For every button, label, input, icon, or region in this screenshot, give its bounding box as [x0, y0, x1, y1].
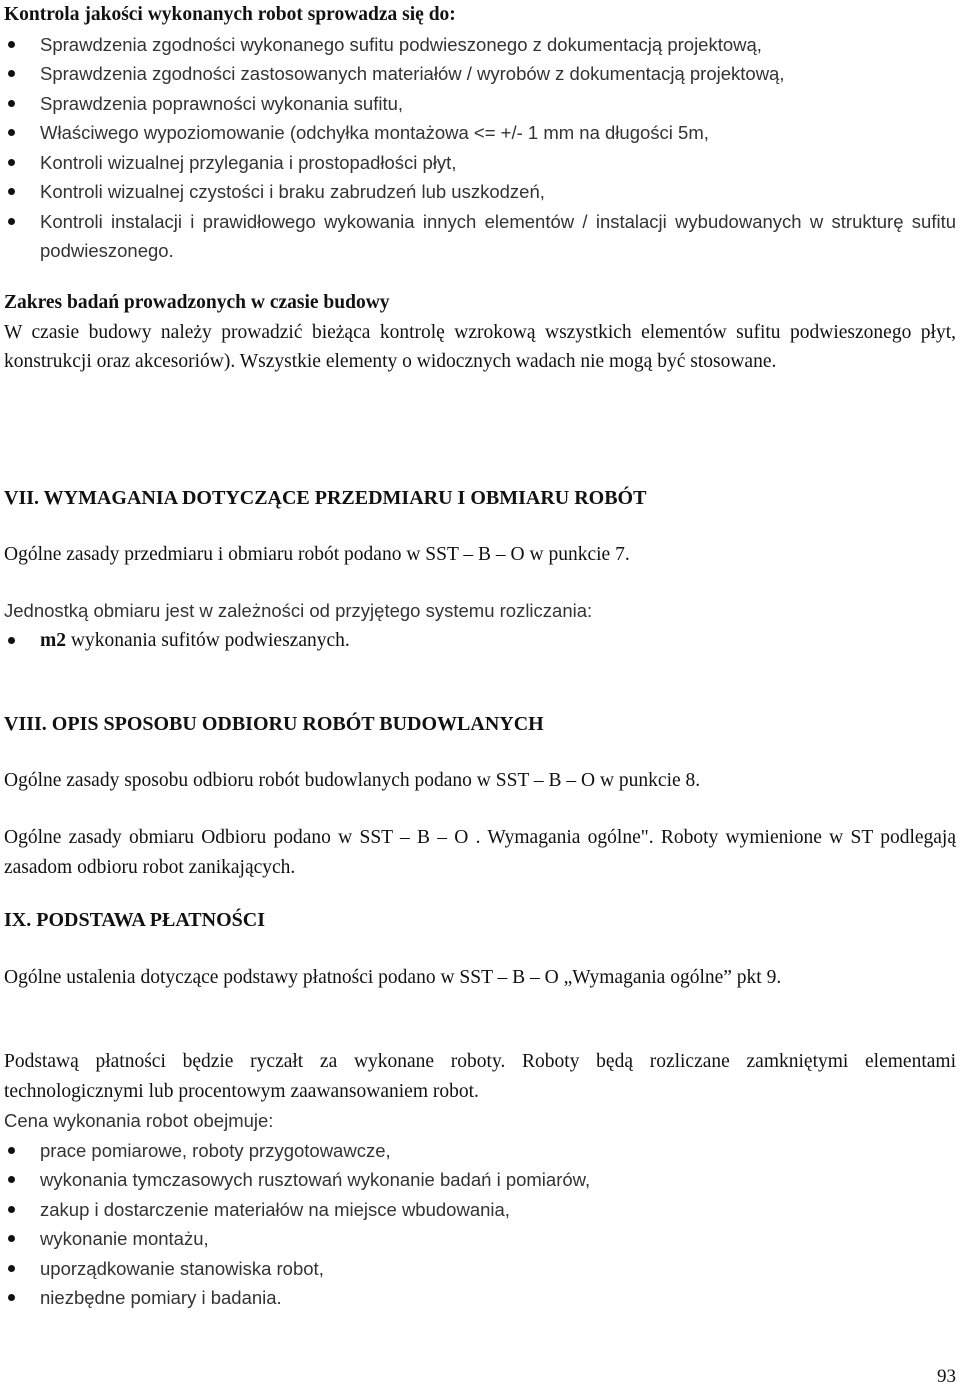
list-item: prace pomiarowe, roboty przygotowawcze, [4, 1136, 956, 1166]
list-item: zakup i dostarczenie materiałów na miejsce wbudowania, [4, 1195, 956, 1225]
section-8-paragraph-1: Ogólne zasady sposobu odbioru robót budowlanych podano w SST – B – O w punkcie 8. [4, 770, 701, 791]
page-number: 93 [937, 1366, 956, 1387]
construction-text: W czasie budowy należy prowadzić bieżąca kontrolę wzrokową wszystkich elementów sufitu podwieszonego płyt, konstrukcji oraz akcesoriów). Wszystkie elementy o widocznych wadach nie mogą być stosowane. [4, 321, 956, 372]
unit-block [4, 596, 956, 655]
list-item: Sprawdzenia zgodności zastosowanych materiałów / wyrobów z dokumentacją projektową, [4, 59, 956, 89]
section-7-paragraph: Ogólne zasady przedmiaru i obmiaru robót podano w SST – B – O w punkcie 7. [4, 544, 630, 565]
quality-list [4, 30, 956, 266]
unit-list [4, 626, 956, 656]
list-item: wykonania tymczasowych rusztowań wykonanie badań i pomiarów, [4, 1165, 956, 1195]
section-8-paragraph-2: Ogólne zasady obmiaru Odbioru podano w SST – B – O . Wymagania ogólne". Roboty wymienione w ST podlegają zasadom odbioru robot zanikających. [4, 827, 956, 878]
list-item: uporządkowanie stanowiska robot, [4, 1254, 956, 1284]
price-list [4, 1136, 956, 1313]
list-item: Kontroli wizualnej czystości i braku zabrudzeń lub uszkodzeń, [4, 177, 956, 207]
unit-description: wykonania sufitów podwieszanych. [66, 629, 350, 651]
section-7-heading: VII. WYMAGANIA DOTYCZĄCE PRZEDMIARU I OBMIARU ROBÓT [4, 487, 647, 509]
list-item: Właściwego wypoziomowanie (odchyłka montażowa <= +/- 1 mm na długości 5m, [4, 118, 956, 148]
section-9-heading: IX. PODSTAWA PŁATNOŚCI [4, 909, 265, 931]
section-9-paragraph-1: Ogólne ustalenia dotyczące podstawy płatności podano w SST – B – O „Wymagania ogólne” pkt 9. [4, 967, 782, 988]
construction-section [4, 288, 956, 377]
quality-heading: Kontrola jakości wykonanych robot sprowadza się do: [4, 4, 456, 25]
list-item: Kontroli wizualnej przylegania i prostopadłości płyt, [4, 148, 956, 178]
section-7 [4, 484, 956, 514]
payment-block [4, 1047, 956, 1313]
list-item: Sprawdzenia poprawności wykonania sufitu, [4, 89, 956, 119]
list-item: niezbędne pomiary i badania. [4, 1283, 956, 1313]
list-item: Sprawdzenia zgodności wykonanego sufitu podwieszonego z dokumentacją projektową, [4, 30, 956, 60]
section-9-paragraph-2: Podstawą płatności będzie ryczałt za wykonane roboty. Roboty będą rozliczane zamkniętymi elementami technologicznymi lub procentowym zaawansowaniem robot. [4, 1051, 956, 1102]
list-item: Kontroli instalacji i prawidłowego wykowania innych elementów / instalacji wybudowanych w strukturę sufitu podwieszonego. [4, 207, 956, 266]
quality-section [4, 0, 956, 266]
unit-intro: Jednostką obmiaru jest w zależności od przyjętego systemu rozliczania: [4, 600, 593, 621]
price-intro: Cena wykonania robot obejmuje: [4, 1110, 274, 1131]
list-item [4, 626, 956, 656]
list-item: wykonanie montażu, [4, 1224, 956, 1254]
construction-heading: Zakres badań prowadzonych w czasie budowy [4, 292, 390, 313]
unit-symbol: m2 [40, 629, 66, 651]
section-8-heading: VIII. OPIS SPOSOBU ODBIORU ROBÓT BUDOWLANYCH [4, 713, 544, 735]
